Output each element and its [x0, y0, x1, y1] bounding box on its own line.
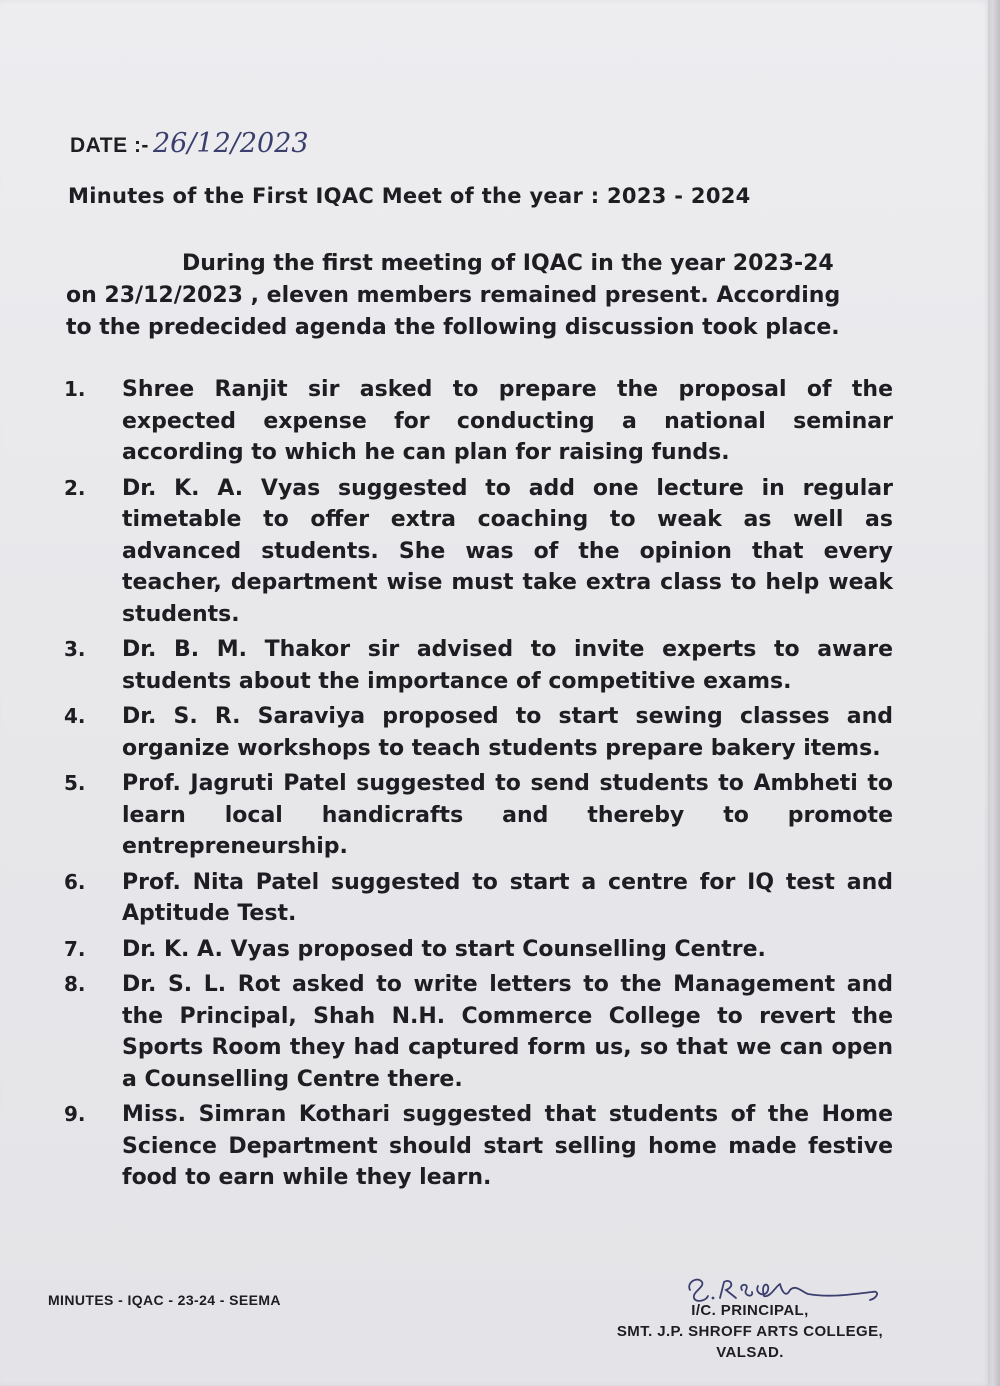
discussion-item — [58, 768, 893, 863]
intro-line: During the first meeting of IQAC in the year 2023-24 — [182, 251, 834, 276]
item-text: Dr. S. R. Saraviya proposed to start sewing classes and organize workshops to teach students prepare bakery items. — [122, 704, 893, 761]
minutes-title: Minutes of the First IQAC Meet of the year : 2023 - 2024 — [68, 184, 751, 208]
date-row — [70, 128, 309, 159]
item-text: Dr. S. L. Rot asked to write letters to the Management and the Principal, Shah N.H. Commerce College to revert the Sports Room they had captured form us, so that we can open a Counselling Centre there. — [122, 972, 893, 1092]
item-text: Prof. Jagruti Patel suggested to send students to Ambheti to learn local handicrafts and thereby to promote entrepreneurship. — [122, 771, 893, 859]
intro-line: on 23/12/2023 , eleven members remained present. According — [66, 283, 841, 308]
handwritten-date: 26/12/2023 — [152, 128, 309, 159]
discussion-item — [58, 969, 893, 1095]
item-number: 4. — [64, 704, 86, 728]
item-number: 5. — [64, 771, 86, 795]
discussion-item — [58, 701, 893, 764]
discussion-item — [58, 867, 893, 930]
item-number: 9. — [64, 1102, 86, 1126]
signatory-lines — [600, 1300, 900, 1363]
item-number: 1. — [64, 377, 86, 401]
signatory-place: VALSAD. — [716, 1344, 784, 1361]
item-text: Miss. Simran Kothari suggested that students of the Home Science Department should start selling home made festive food to earn while they learn. — [122, 1102, 893, 1190]
intro-line: to the predecided agenda the following discussion took place. — [66, 315, 840, 340]
discussion-item — [58, 934, 893, 966]
discussion-list — [58, 374, 893, 1194]
page-edge — [988, 0, 1000, 1386]
item-number: 7. — [64, 936, 86, 961]
item-number: 3. — [64, 637, 86, 661]
signatory-role: I/C. PRINCIPAL, — [691, 1302, 809, 1319]
item-text: Shree Ranjit sir asked to prepare the proposal of the expected expense for conducting a national seminar according to which he can plan for raising funds. — [122, 377, 893, 465]
item-text: Prof. Nita Patel suggested to start a centre for IQ test and Aptitude Test. — [122, 869, 893, 926]
minutes-reference: MINUTES - IQAC - 23-24 - SEEMA — [48, 1292, 281, 1308]
discussion-item — [58, 1099, 893, 1194]
signatory-college: SMT. J.P. SHROFF ARTS COLLEGE, — [616, 1323, 884, 1340]
item-text: Dr. B. M. Thakor sir advised to invite experts to aware students about the importance of competitive exams. — [122, 637, 893, 694]
item-text: Dr. K. A. Vyas proposed to start Counselling Centre. — [122, 936, 766, 962]
discussion-item — [58, 634, 893, 697]
item-number: 2. — [64, 475, 86, 500]
intro-paragraph — [66, 248, 896, 344]
discussion-item — [58, 374, 893, 469]
item-number: 6. — [64, 869, 86, 894]
date-label: DATE :- — [70, 134, 149, 157]
item-text: Dr. K. A. Vyas suggested to add one lecture in regular timetable to offer extra coaching to weak as well as advanced students. She was of the opinion that every teacher, department wise must take extra class to help weak students. — [122, 475, 893, 627]
item-number: 8. — [64, 972, 86, 996]
discussion-item — [58, 473, 893, 631]
